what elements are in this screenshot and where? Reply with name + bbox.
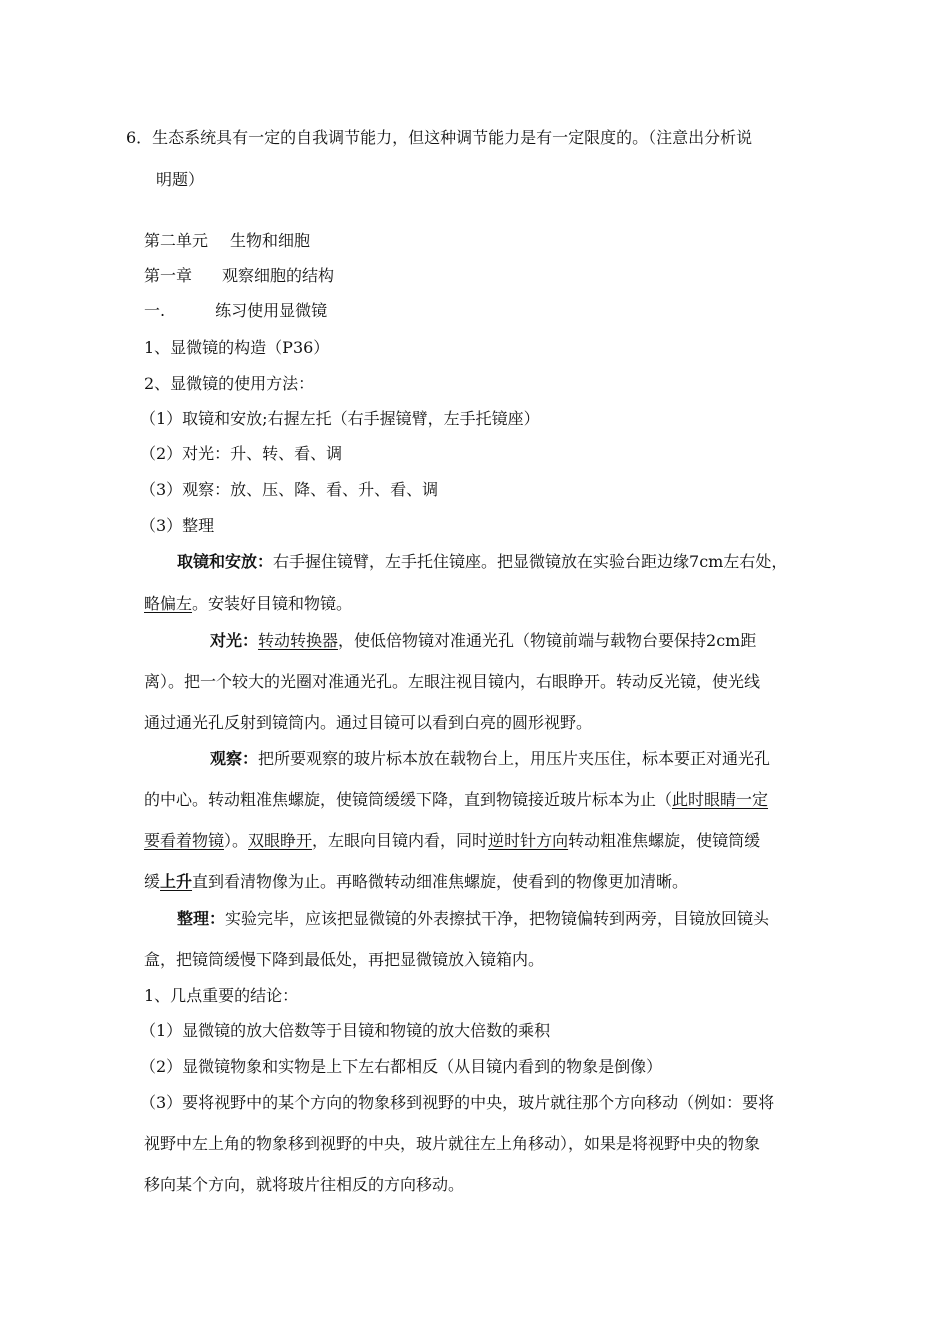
section-number: 一.	[144, 301, 166, 320]
qujing-line1	[177, 552, 787, 572]
guancha-label: 观察：	[210, 749, 259, 768]
zhengli-text1: 实验完毕，应该把显微镜的外表擦拭干净，把物镜偏转到两旁，目镜放回镜头	[225, 909, 770, 928]
zhengli-line1	[177, 909, 769, 929]
unit-heading	[144, 231, 310, 251]
guancha-text1: 把所要观察的玻片标本放在载物台上，用压片夹压住，标本要正对通光孔	[258, 749, 771, 768]
guancha-text2: 的中心。转动粗准焦螺旋，使镜筒缓缓下降，直到物镜接近玻片标本为止（	[144, 790, 673, 809]
qujing-text2: 。安装好目镜和物镜。	[192, 594, 353, 613]
conclusion-3-line1: （3）要将视野中的某个方向的物象移到视野的中央，玻片就往那个方向移动（例如：要将	[140, 1093, 775, 1112]
qujing-label: 取镜和安放：	[177, 552, 274, 571]
duiguang-line1	[210, 631, 756, 651]
duiguang-text1: ，使低倍物镜对准通光孔（物镜前端与载物台要保持2cm距	[338, 631, 757, 650]
step-1: （1）取镜和安放;右握左托（右手握镜臂，左手托镜座）	[140, 409, 540, 428]
qujing-text1: 右手握住镜臂，左手托住镜座。把显微镜放在实验台距边缘7cm左右处，	[273, 552, 788, 571]
step-3: （3）观察：放、压、降、看、升、看、调	[140, 480, 439, 499]
unit-title: 生物和细胞	[230, 231, 311, 250]
structure-line: 1、显微镜的构造（P36）	[144, 338, 330, 357]
conclusion-2: （2）显微镜物象和实物是上下左右都相反（从目镜内看到的物象是倒像）	[140, 1057, 663, 1076]
guancha-line2	[144, 790, 768, 810]
guancha-text6: 缓	[144, 872, 161, 891]
conclusion-3-line3: 移向某个方向，就将玻片往相反的方向移动。	[144, 1175, 465, 1194]
guancha-underline4: 逆时针方向	[488, 831, 569, 850]
guancha-line3	[144, 831, 760, 851]
zhengli-label: 整理：	[177, 909, 226, 928]
step-2: （2）对光：升、转、看、调	[140, 444, 343, 463]
duiguang-underline1: 转动转换器	[258, 631, 339, 650]
qujing-underline1: 略偏左	[144, 594, 193, 613]
guancha-text3: ）。	[224, 831, 249, 850]
conclusion-3-line2: 视野中左上角的物象移到视野的中央，玻片就往左上角移动），如果是将视野中央的物象	[144, 1134, 761, 1153]
conclusions-heading: 1、几点重要的结论：	[144, 986, 299, 1005]
guancha-underline2: 要看着物镜	[144, 831, 225, 850]
conclusion-1: （1）显微镜的放大倍数等于目镜和物镜的放大倍数的乘积	[140, 1021, 551, 1040]
zhengli-line2: 盒，把镜筒缓慢下降到最低处，再把显微镜放入镜箱内。	[144, 950, 545, 969]
chapter-title: 观察细胞的结构	[222, 266, 335, 285]
guancha-line1	[210, 749, 770, 769]
duiguang-line3: 通过通光孔反射到镜筒内。通过目镜可以看到白亮的圆形视野。	[144, 713, 593, 732]
guancha-underline3: 双眼睁开	[248, 831, 313, 850]
guancha-text7: 直到看清物像为止。再略微转动细准焦螺旋，使看到的物像更加清晰。	[192, 872, 689, 891]
section-heading	[144, 301, 327, 321]
guancha-underline5: 上升	[160, 872, 193, 891]
item6-line1: 6．生态系统具有一定的自我调节能力，但这种调节能力是有一定限度的。（注意出分析说	[126, 128, 753, 147]
unit-number: 第二单元	[144, 231, 209, 250]
qujing-line2	[144, 594, 352, 614]
guancha-text5: 转动粗准焦螺旋，使镜筒缓	[568, 831, 761, 850]
item6-line2: 明题）	[156, 170, 205, 189]
chapter-number: 第一章	[144, 266, 193, 285]
step-4: （3）整理	[140, 516, 215, 535]
usage-heading: 2、显微镜的使用方法：	[144, 374, 315, 393]
duiguang-label: 对光：	[210, 631, 259, 650]
duiguang-line2: 离）。把一个较大的光圈对准通光孔。左眼注视目镜内，右眼睁开。转动反光镜，使光线	[144, 672, 761, 691]
guancha-underline1: 此时眼睛一定	[672, 790, 769, 809]
section-title: 练习使用显微镜	[215, 301, 328, 320]
guancha-line4	[144, 872, 688, 892]
chapter-heading	[144, 266, 334, 286]
guancha-text4: ，左眼向目镜内看，同时	[312, 831, 489, 850]
